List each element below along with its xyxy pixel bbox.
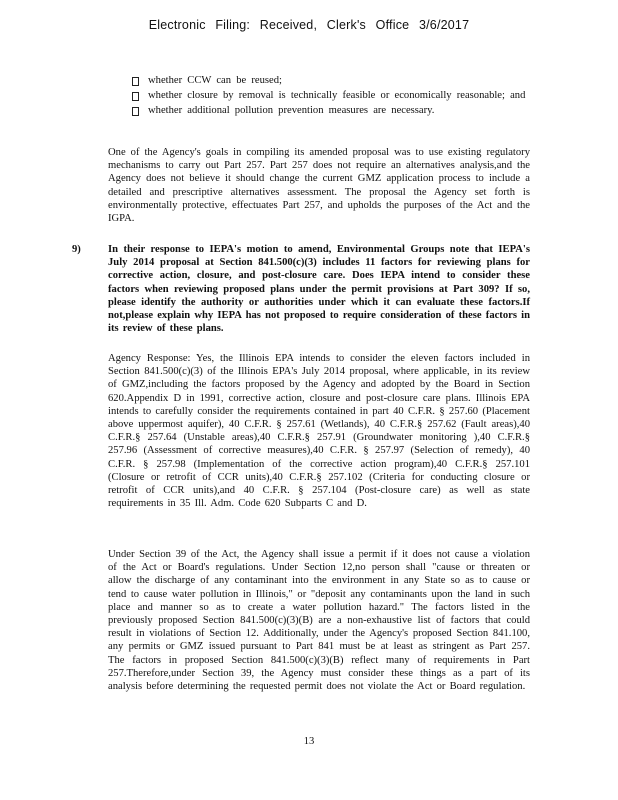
list-item <box>132 89 532 103</box>
bullet-square-icon <box>132 107 139 116</box>
bullet-list <box>132 74 532 119</box>
bullet-text: whether CCW can be reused; <box>148 75 282 86</box>
bullet-text: whether additional pollution prevention measures are necessary. <box>148 105 435 116</box>
paragraph-agency-goals: One of the Agency's goals in compiling its amended proposal was to use existing regulatory mechanisms to carry out Part 257. Part 257 does not require an alternatives analysis,and the Agency does not believe it should change the current GMZ application process to include a detailed and prescriptive alternatives assessment. The proposal the Agency set forth is environmentally protective, effectuates Part 257, and upholds the purposes of the Act and the IGPA. <box>108 147 530 225</box>
page-number: 13 <box>303 736 315 747</box>
paragraph-agency-response: Agency Response: Yes, the Illinois EPA intends to consider the eleven factors included in Section 841.500(c)(3) of the Illinois EPA's July 2014 proposal, where applicable, in its review of GMZ,including the factors proposed by the Agency and adopted by the Board in Section 620.Appendix D in 1991, corrective action, closure and post-closure care plans. Illinois EPA intends to carefully consider the requirements contained in part 40 C.F.R. § 257.60 (Placement above uppermost aquifer), 40 C.F.R. § 257.61 (Wetlands), 40 C.F.R.§ 257.62 (Fault areas),40 C.F.R.§ 257.64 (Unstable areas),40 C.F.R.§ 257.91 (Groundwater monitoring ),40 C.F.R.§ 257.96 (Assessment of corrective measures),40 C.F.R. § 257.97 (Selection of remedy), 40 C.F.R. § 257.98 (Implementation of the corrective action program),40 C.F.R.§ 257.101 (Closure or retrofit of CCR units),40 C.F.R.§ 257.102 (Criteria for conducting closure or retrofit of CCR units),and 40 C.F.R. § 257.104 (Post-closure care) as well as state requirements in 35 Ill. Adm. Code 620 Subparts C and D. <box>108 353 530 510</box>
bullet-square-icon <box>132 77 139 86</box>
filing-header: Electronic Filing: Received, Clerk's Office 3/6/2017 <box>148 18 470 32</box>
list-item <box>132 74 532 88</box>
question-text: In their response to IEPA's motion to amend, Environmental Groups note that IEPA's July 2014 proposal at Section 841.500(c)(3) includes 11 factors for reviewing plans for corrective action, closure, and post-closure care. Does IEPA intend to consider these factors when reviewing proposed plans under the permit provisions at Part 309? If so, please identify the authority or authorities under which it can evaluate these factors.If not,please explain why IEPA has not proposed to require consideration of these factors in its review of these plans. <box>108 244 530 335</box>
bullet-text: whether closure by removal is technically feasible or economically reasonable; and <box>148 90 526 101</box>
question-9 <box>72 243 530 335</box>
paragraph-section-39: Under Section 39 of the Act, the Agency shall issue a permit if it does not cause a violation of the Act or Board's regulations. Under Section 12,no person shall "cause or threaten or allow the discharge of any contaminant into the environment in any State so as to cause or tend to cause water pollution in Illinois," or "deposit any contaminants upon the land in such place and manner so as to create a water pollution hazard." The factors listed in the previously proposed Section 841.500(c)(3)(B) are a non-exhaustive list of factors that could result in violations of Section 12. Additionally, under the Agency's proposed Section 841.100, any permits or GMZ issued pursuant to Part 841 must be at least as stringent as Part 257. The factors in proposed Section 841.500(c)(3)(B) reflect many of requirements in Part 257.Therefore,under Section 39, the Agency must consider these things as a part of its analysis before determining the requested permit does not violate the Act or Board regulation. <box>108 549 530 693</box>
list-item <box>132 104 532 118</box>
bullet-square-icon <box>132 92 139 101</box>
question-number: 9) <box>72 244 81 255</box>
